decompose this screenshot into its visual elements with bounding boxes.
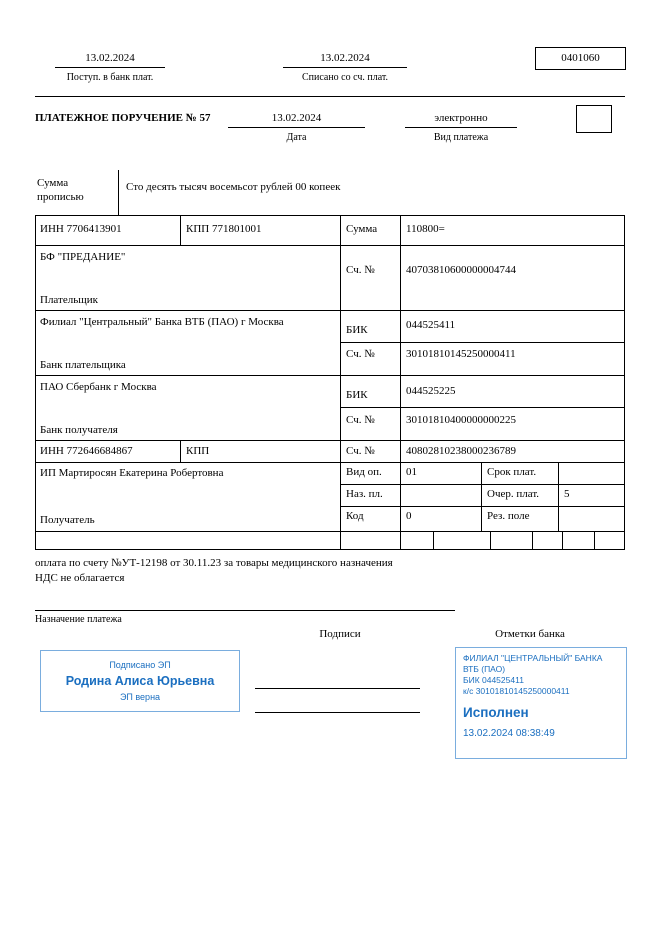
payee-name: ИП Мартиросян Екатерина Робертовна <box>40 467 224 479</box>
divider <box>35 215 36 549</box>
payee-bank-bik-label: БИК <box>346 389 368 401</box>
divider <box>340 407 625 408</box>
divider <box>400 215 401 549</box>
payment-type-label: Вид платежа <box>433 132 489 143</box>
received-date-label: Поступ. в банк плат. <box>66 72 154 83</box>
payer-bank-bik: 044525411 <box>406 319 456 331</box>
bank-stamp-bik: БИК 044525411 <box>463 675 524 685</box>
payee-account: 40802810238000236789 <box>406 445 516 457</box>
divider <box>35 462 625 463</box>
purpose-label: Назначение платежа <box>35 614 122 625</box>
status-code-box <box>576 105 612 133</box>
debited-date: 13.02.2024 <box>283 52 407 68</box>
kod-label: Код <box>346 510 364 522</box>
payer-bank-bik-label: БИК <box>346 324 368 336</box>
divider <box>35 96 625 97</box>
divider <box>180 440 181 462</box>
payer-bank-label: Банк плательщика <box>40 359 126 371</box>
payer-account-label: Сч. № <box>346 264 375 276</box>
divider <box>340 342 625 343</box>
payee-bank-bik: 044525225 <box>406 385 456 397</box>
srok-plat-label: Срок плат. <box>487 466 537 478</box>
payee-bank-corr-account: 30101810400000000225 <box>406 414 516 426</box>
signer-name: Родина Алиса Юрьевна <box>65 673 215 688</box>
signature-valid-label: ЭП верна <box>119 691 161 702</box>
bank-stamp-corr-account: к/с 30101810145250000411 <box>463 686 570 696</box>
divider <box>340 506 625 507</box>
divider <box>481 462 482 531</box>
payer-account: 40703810600000004744 <box>406 264 516 276</box>
payer-inn: ИНН 7706413901 <box>40 223 122 235</box>
rez-pole-label: Рез. поле <box>487 510 530 522</box>
payee-kpp: КПП <box>186 445 210 457</box>
doc-date: 13.02.2024 <box>228 112 365 128</box>
divider <box>35 610 455 611</box>
bank-execution-stamp <box>455 647 627 759</box>
bank-marks-label: Отметки банка <box>495 628 565 640</box>
amount-words-label-line1: Сумма <box>37 177 69 189</box>
amount-words-label-line2: прописью <box>37 191 84 203</box>
divider <box>180 215 181 245</box>
received-date: 13.02.2024 <box>55 52 165 68</box>
divider <box>340 215 341 549</box>
payer-bank-account-label: Сч. № <box>346 348 375 360</box>
divider <box>594 531 595 549</box>
naz-pl-label: Наз. пл. <box>346 488 383 500</box>
purpose-text-line2: НДС не облагается <box>35 572 125 584</box>
divider <box>340 484 625 485</box>
signatures-label: Подписи <box>319 628 361 640</box>
payee-account-label: Сч. № <box>346 445 375 457</box>
payee-bank-label: Банк получателя <box>40 424 118 436</box>
payee-inn: ИНН 772646684867 <box>40 445 133 457</box>
kod-value: 0 <box>406 510 412 522</box>
payer-label: Плательщик <box>40 294 98 306</box>
form-code-box: 0401060 <box>535 47 626 70</box>
signed-by-label: Подписано ЭП <box>109 659 171 670</box>
payee-bank-name: ПАО Сбербанк г Москва <box>40 381 157 393</box>
divider <box>624 215 625 549</box>
divider <box>558 462 559 531</box>
divider <box>35 310 625 311</box>
purpose-text-line1: оплата по счету №УТ-12198 от 30.11.23 за товары медицинского назначения <box>35 557 393 569</box>
divider <box>490 531 491 549</box>
doc-title: ПЛАТЕЖНОЕ ПОРУЧЕНИЕ № 57 <box>35 112 211 124</box>
signature-line <box>255 712 420 713</box>
bank-stamp-line2: ВТБ (ПАО) <box>463 664 506 674</box>
electronic-signature-stamp <box>40 650 240 712</box>
divider <box>35 531 625 532</box>
payer-name: БФ "ПРЕДАНИЕ" <box>40 251 126 263</box>
sum-value: 110800= <box>406 223 445 235</box>
ocher-plat-value: 5 <box>564 488 570 500</box>
divider <box>532 531 533 549</box>
vid-op-label: Вид оп. <box>346 466 382 478</box>
payee-label: Получатель <box>40 514 95 526</box>
execution-status: Исполнен <box>463 705 529 720</box>
divider <box>35 245 625 246</box>
ocher-plat-label: Очер. плат. <box>487 488 540 500</box>
vid-op-value: 01 <box>406 466 417 478</box>
sum-label: Сумма <box>346 223 378 235</box>
amount-words-value: Сто десять тысяч восемьсот рублей 00 копеек <box>126 181 341 193</box>
payee-bank-account-label: Сч. № <box>346 414 375 426</box>
payer-bank-corr-account: 30101810145250000411 <box>406 348 516 360</box>
debited-date-label: Списано со сч. плат. <box>301 72 389 83</box>
payer-bank-name: Филиал "Центральный" Банка ВТБ (ПАО) г Москва <box>40 316 284 328</box>
divider <box>35 215 625 216</box>
execution-timestamp: 13.02.2024 08:38:49 <box>463 728 555 739</box>
divider <box>35 375 625 376</box>
divider <box>433 531 434 549</box>
signature-line <box>255 688 420 689</box>
divider <box>35 440 625 441</box>
payment-type: электронно <box>405 112 517 128</box>
divider <box>562 531 563 549</box>
divider <box>35 549 625 550</box>
doc-date-label: Дата <box>286 132 307 143</box>
bank-stamp-line1: ФИЛИАЛ "ЦЕНТРАЛЬНЫЙ" БАНКА <box>463 653 603 663</box>
payer-kpp: КПП 771801001 <box>186 223 262 235</box>
divider <box>118 170 119 215</box>
